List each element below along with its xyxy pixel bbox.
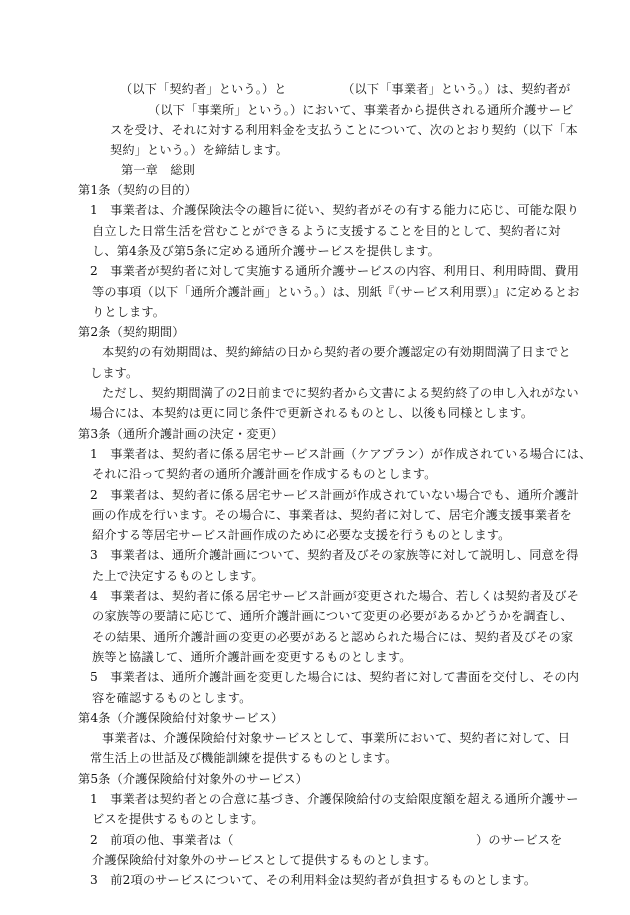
article-3-para-4-line-3: その結果、通所介護計画の変更の必要があると認められた場合には、契約者及びその家 bbox=[92, 630, 574, 644]
article-2-para-2-line-1: ただし、契約期間満了の2日前までに契約者から文書による契約終了の申し入れがない bbox=[102, 386, 579, 400]
article-5-para-2-line-1-start: 2 前項の他、事業者は（ bbox=[90, 833, 234, 847]
intro-line-4: 契約」という。）を締結します。 bbox=[110, 143, 288, 157]
article-4-para-1-line-1: 事業者は、介護保険給付対象サービスとして、事業所において、契約者に対して、日 bbox=[102, 731, 571, 745]
article-1-para-1-line-3: し、第4条及び第5条に定める通所介護サービスを提供します。 bbox=[92, 244, 440, 258]
article-3-para-5-line-1: 5 事業者は、通所介護計画を変更した場合には、契約者に対して書面を交付し、その内 bbox=[90, 670, 580, 684]
article-3-para-1-line-2: それに沿って契約者の通所介護計画を作成するものとします。 bbox=[92, 467, 437, 481]
article-3-para-2-line-2: 画の作成を行います。その場合に、事業者は、契約者に対して、居宅介護支援事業者を bbox=[92, 508, 572, 522]
article-4-para-1-line-2: 常生活上の世話及び機能訓練を提供するものとします。 bbox=[90, 751, 398, 765]
article-3-para-4-line-4: 族等と協議して、通所介護計画を変更するものとします。 bbox=[92, 650, 412, 664]
article-5-para-1-line-1: 1 事業者は契約者との合意に基づき、介護保険給付の支給限度額を超える通所介護サー bbox=[90, 792, 579, 806]
article-1-para-2-line-3: りとします。 bbox=[92, 305, 166, 319]
intro-line-2: （以下「事業所」という。）において、事業者から提供される通所介護サービ bbox=[148, 103, 574, 117]
intro-line-1: （以下「契約者」という。）と （以下「事業者」という。）は、契約者が bbox=[120, 82, 571, 96]
article-5-title: 第5条（介護保険給付対象外のサービス） bbox=[78, 772, 308, 786]
article-4-title: 第4条（介護保険給付対象サービス） bbox=[78, 711, 284, 725]
article-5-para-2-line-1-end: ）のサービスを bbox=[476, 833, 563, 847]
article-3-para-3-line-1: 3 事業者は、通所介護計画について、契約者及びその家族等に対して説明し、同意を得 bbox=[90, 548, 579, 562]
article-2-para-1-line-2: します。 bbox=[90, 366, 139, 380]
article-2-title: 第2条（契約期間） bbox=[78, 325, 185, 339]
article-1-para-1-line-2: 自立した日常生活を営むことができるように支援することを目的として、契約者に対 bbox=[92, 224, 561, 238]
article-5-para-3-line-1: 3 前2項のサービスについて、その利用料金は契約者が負担するものとします。 bbox=[90, 873, 537, 887]
chapter-heading: 第一章 総則 bbox=[121, 163, 196, 177]
article-5-para-2-line-2: 介護保険給付対象外のサービスとして提供するものとします。 bbox=[92, 853, 437, 867]
article-3-title: 第3条（通所介護計画の決定・変更） bbox=[78, 427, 284, 441]
article-1-para-1-line-1: 1 事業者は、介護保険法令の趣旨に従い、契約者がその有する能力に応じ、可能な限り bbox=[90, 203, 580, 217]
article-3-para-5-line-2: 容を確認するものとします。 bbox=[92, 691, 252, 705]
article-3-para-4-line-2: の家族等の要請に応じて、通所介護計画について変更の必要があるかどうかを調査し、 bbox=[92, 609, 573, 623]
article-3-para-3-line-2: た上で決定するものとします。 bbox=[92, 569, 264, 583]
article-1-para-2-line-2: 等の事項（以下「通所介護計画」という。）は、別紙『（サービス利用票）』に定めるとお bbox=[92, 285, 580, 299]
article-2-para-1-line-1: 本契約の有効期間は、契約締結の日から契約者の要介護認定の有効期間満了日までと bbox=[102, 345, 571, 359]
article-5-para-1-line-2: ビスを提供するものとします。 bbox=[92, 812, 264, 826]
intro-line-3: スを受け、それに対する利用料金を支払うことについて、次のとおり契約（以下「本 bbox=[110, 123, 578, 137]
article-1-para-2-line-1: 2 事業者が契約者に対して実施する通所介護サービスの内容、利用日、利用時間、費用 bbox=[90, 264, 580, 278]
article-3-para-2-line-3: 紹介する等居宅サービス計画作成のために必要な支援を行うものとします。 bbox=[92, 528, 511, 542]
article-2-para-2-line-2: 場合には、本契約は更に同じ条件で更新されるものとし、以後も同様とします。 bbox=[90, 406, 534, 420]
article-1-title: 第1条（契約の目的） bbox=[78, 183, 197, 197]
article-3-para-4-line-1: 4 事業者は、契約者に係る居宅サービス計画が変更された場合、若しくは契約者及びそ bbox=[90, 589, 580, 603]
article-3-para-2-line-1: 2 事業者は、契約者に係る居宅サービス計画が作成されていない場合でも、通所介護計 bbox=[90, 488, 580, 502]
article-3-para-1-line-1: 1 事業者は、契約者に係る居宅サービス計画（ケアプラン）が作成されている場合には、 bbox=[90, 447, 592, 461]
